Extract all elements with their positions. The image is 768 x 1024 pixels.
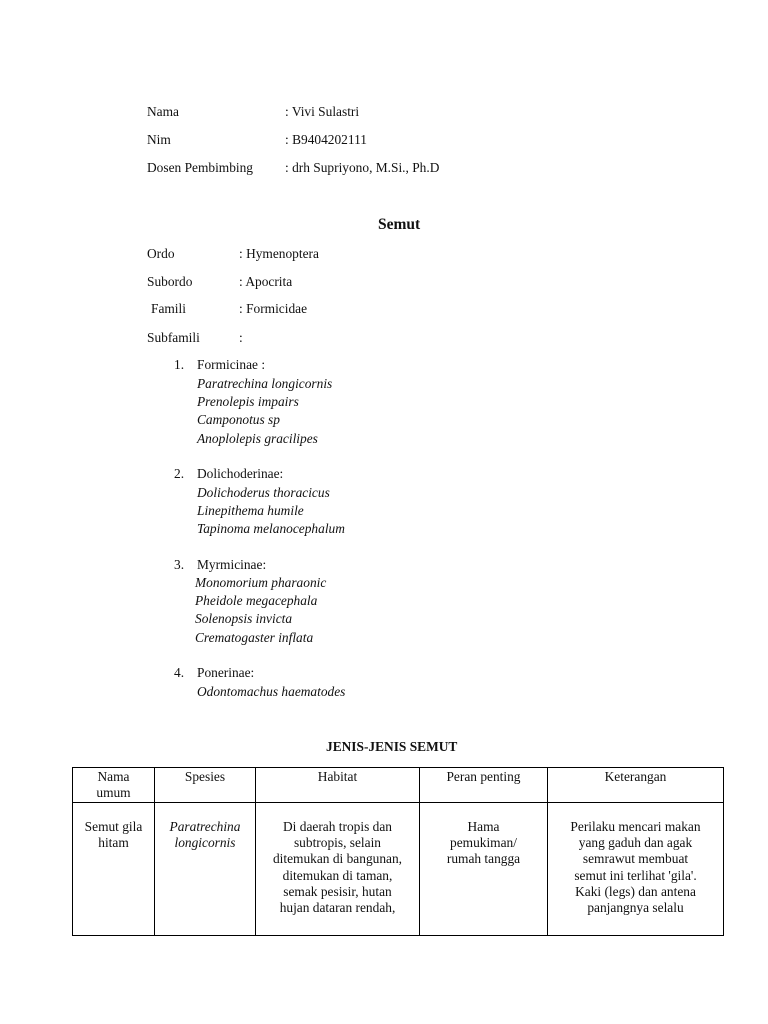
species-item: Pheidole megacephala (195, 593, 318, 609)
subfamily-number: 1. (174, 357, 185, 372)
subfamily-name: Myrmicinae: (197, 557, 267, 572)
famili-label: Famili (151, 301, 186, 316)
ant-species-table (72, 767, 724, 936)
subfamily-number: 4. (174, 665, 185, 680)
table-row (73, 803, 724, 936)
species-list (197, 683, 345, 701)
cell-nama-umum: Semut gila hitam (73, 803, 155, 936)
species-list (197, 375, 332, 448)
cell-habitat: Di daerah tropis dan subtropis, selain ditemukan di bangunan, ditemukan di taman, semak pesisir, hutan hujan dataran rendah, (256, 803, 420, 936)
species-item: Paratrechina longicornis (197, 376, 333, 391)
column-header-nama-umum: Nama umum (73, 768, 155, 803)
subfamili-label: Subfamili (147, 330, 200, 345)
table-title: JENIS-JENIS SEMUT (326, 739, 458, 754)
table-header-row (73, 768, 724, 803)
species-item: Dolichoderus thoracicus (197, 485, 330, 500)
ordo-value: : Hymenoptera (239, 246, 319, 261)
cell-spesies: Paratrechina longicornis (155, 803, 256, 936)
cell-peran-penting: Hama pemukiman/ rumah tangga (420, 803, 548, 936)
subfamily-name: Ponerinae: (197, 665, 255, 680)
species-item: Odontomachus haematodes (197, 684, 346, 699)
subfamily-name: Formicinae : (197, 357, 266, 372)
ordo-label: Ordo (147, 246, 175, 261)
subfamily-number: 2. (174, 466, 185, 481)
nim-value: : B9404202111 (285, 132, 367, 147)
name-value: : Vivi Sulastri (285, 104, 360, 119)
subordo-value: : Apocrita (239, 274, 293, 289)
species-list (195, 574, 326, 647)
nim-label: Nim (147, 132, 171, 147)
species-item: Crematogaster inflata (195, 629, 314, 645)
supervisor-label: Dosen Pembimbing (147, 160, 254, 175)
species-item: Linepithema humile (197, 503, 304, 519)
subfamili-value: : (239, 330, 243, 345)
column-header-habitat: Habitat (256, 768, 420, 803)
supervisor-value: : drh Supriyono, M.Si., Ph.D (285, 160, 440, 175)
subordo-label: Subordo (147, 274, 193, 289)
cell-keterangan: Perilaku mencari makan yang gaduh dan agak semrawut membuat semut ini terlihat 'gila'. Kaki (legs) dan antena panjangnya selalu (548, 803, 724, 936)
species-item: Camponotus sp (197, 412, 280, 428)
subfamily-name: Dolichoderinae: (197, 466, 284, 481)
species-item: Anoplolepis gracilipes (197, 430, 318, 446)
page-title: Semut (378, 216, 421, 233)
column-header-spesies: Spesies (155, 768, 256, 803)
subfamily-number: 3. (174, 557, 185, 572)
species-item: Solenopsis invicta (195, 611, 293, 627)
species-list (197, 484, 345, 539)
species-item: Monomorium pharaonic (195, 575, 327, 590)
famili-value: : Formicidae (239, 301, 308, 316)
column-header-peran-penting: Peran penting (420, 768, 548, 803)
species-item: Prenolepis impairs (197, 394, 299, 410)
name-label: Nama (147, 104, 179, 119)
species-item: Tapinoma melanocephalum (197, 521, 345, 537)
column-header-keterangan: Keterangan (548, 768, 724, 803)
